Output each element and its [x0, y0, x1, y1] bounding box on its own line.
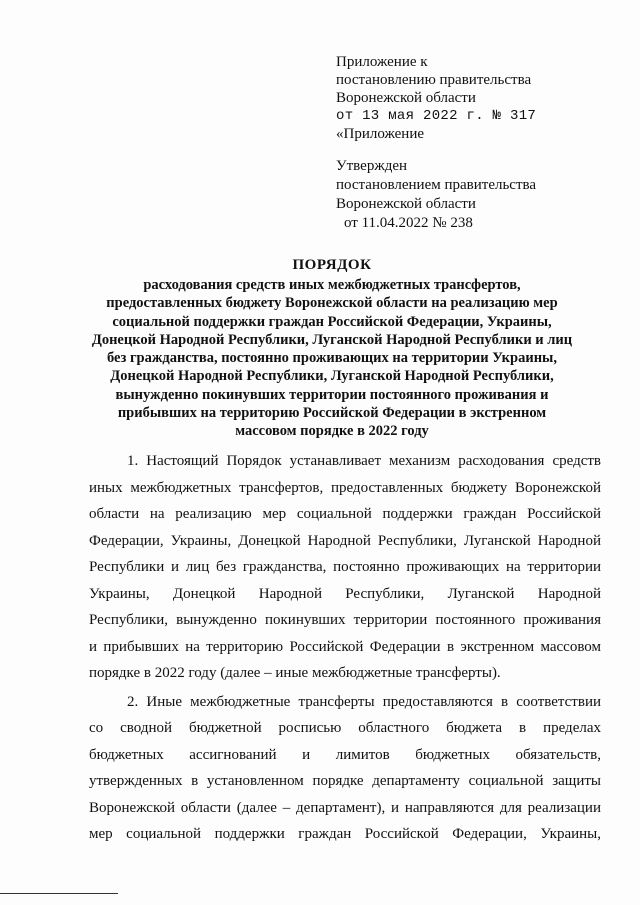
paragraph-line: утвержденных в установленном порядке департаменту социальной защиты [89, 773, 601, 789]
approved-line-4: от 11.04.2022 № 238 [344, 215, 473, 231]
attachment-line-2: постановлению правительства [336, 72, 532, 88]
paragraph-line: Украины, Донецкой Народной Республики, Луганской Народной [89, 585, 601, 602]
attachment-line-1: Приложение к [336, 54, 428, 70]
paragraph-line: со сводной бюджетной росписью областного бюджета в пределах [89, 720, 601, 736]
approved-line-2: постановлением правительства [336, 177, 537, 193]
subtitle-line: предоставленных бюджету Воронежской области на реализацию мер [106, 295, 558, 312]
paragraph-line: порядке в 2022 году (далее – иные межбюджетные трансферты). [89, 665, 501, 681]
paragraph-line: и прибывших на территорию Российской Федерации в экстренном массовом [89, 638, 601, 655]
document-title: ПОРЯДОК [292, 257, 372, 273]
document-subtitle [70, 276, 594, 441]
paragraph-2 [89, 689, 601, 848]
document-body [89, 448, 601, 848]
subtitle-line: вынужденно покинувших территории постоянного проживания и [115, 386, 549, 403]
paragraph-line: мер социальной поддержки граждан Российской Федерации, Украины, [89, 826, 601, 842]
subtitle-line: Донецкой Народной Республики, Луганской Народной Республики и лиц [91, 331, 573, 348]
paragraph-1 [89, 448, 601, 687]
footer-rule [0, 893, 118, 894]
attachment-header [336, 53, 626, 143]
paragraph-line: 2. Иные межбюджетные трансферты предоставляются в соответствии [127, 693, 601, 710]
paragraph-line: иных межбюджетных трансфертов, предоставленных бюджету Воронежской [89, 479, 601, 496]
document-title-block [70, 256, 594, 441]
approved-line-3: Воронежской области [336, 196, 476, 212]
subtitle-line: Донецкой Народной Республики, Луганской Народной Республики, [110, 368, 554, 385]
subtitle-line: прибывших на территорию Российской Федерации в экстренном [117, 405, 547, 422]
paragraph-line: бюджетных ассигнований и лимитов бюджетных обязательств, [89, 746, 601, 763]
paragraph-line: Федерации, Украины, Донецкой Народной Республики, Луганской Народной [89, 532, 601, 549]
attachment-line-5: «Приложение [336, 126, 425, 142]
paragraph-line: Воронежской области (далее – департамент), и направляются для реализации [89, 799, 601, 816]
attachment-date-number: от 13 мая 2022 г. № 317 [336, 108, 537, 124]
paragraph-line: Республики, вынужденно покинувших территории постоянного проживания [89, 612, 601, 628]
paragraph-line: Республики и лиц без гражданства, постоянно проживающих на территории [89, 559, 601, 575]
paragraph-line: 1. Настоящий Порядок устанавливает механизм расходования средств [127, 453, 601, 469]
subtitle-line: социальной поддержки граждан Российской Федерации, Украины, [112, 313, 552, 330]
approval-stamp-text [336, 157, 626, 233]
subtitle-line: массовом порядке в 2022 году [235, 423, 429, 440]
approved-line-1: Утвержден [336, 158, 408, 174]
paragraph-line: области на реализацию мер социальной поддержки граждан Российской [89, 506, 601, 522]
subtitle-line: без гражданства, постоянно проживающих на территории Украины, [107, 350, 557, 367]
attachment-line-3: Воронежской области [336, 90, 476, 106]
subtitle-line: расходования средств иных межбюджетных трансфертов, [143, 277, 521, 293]
